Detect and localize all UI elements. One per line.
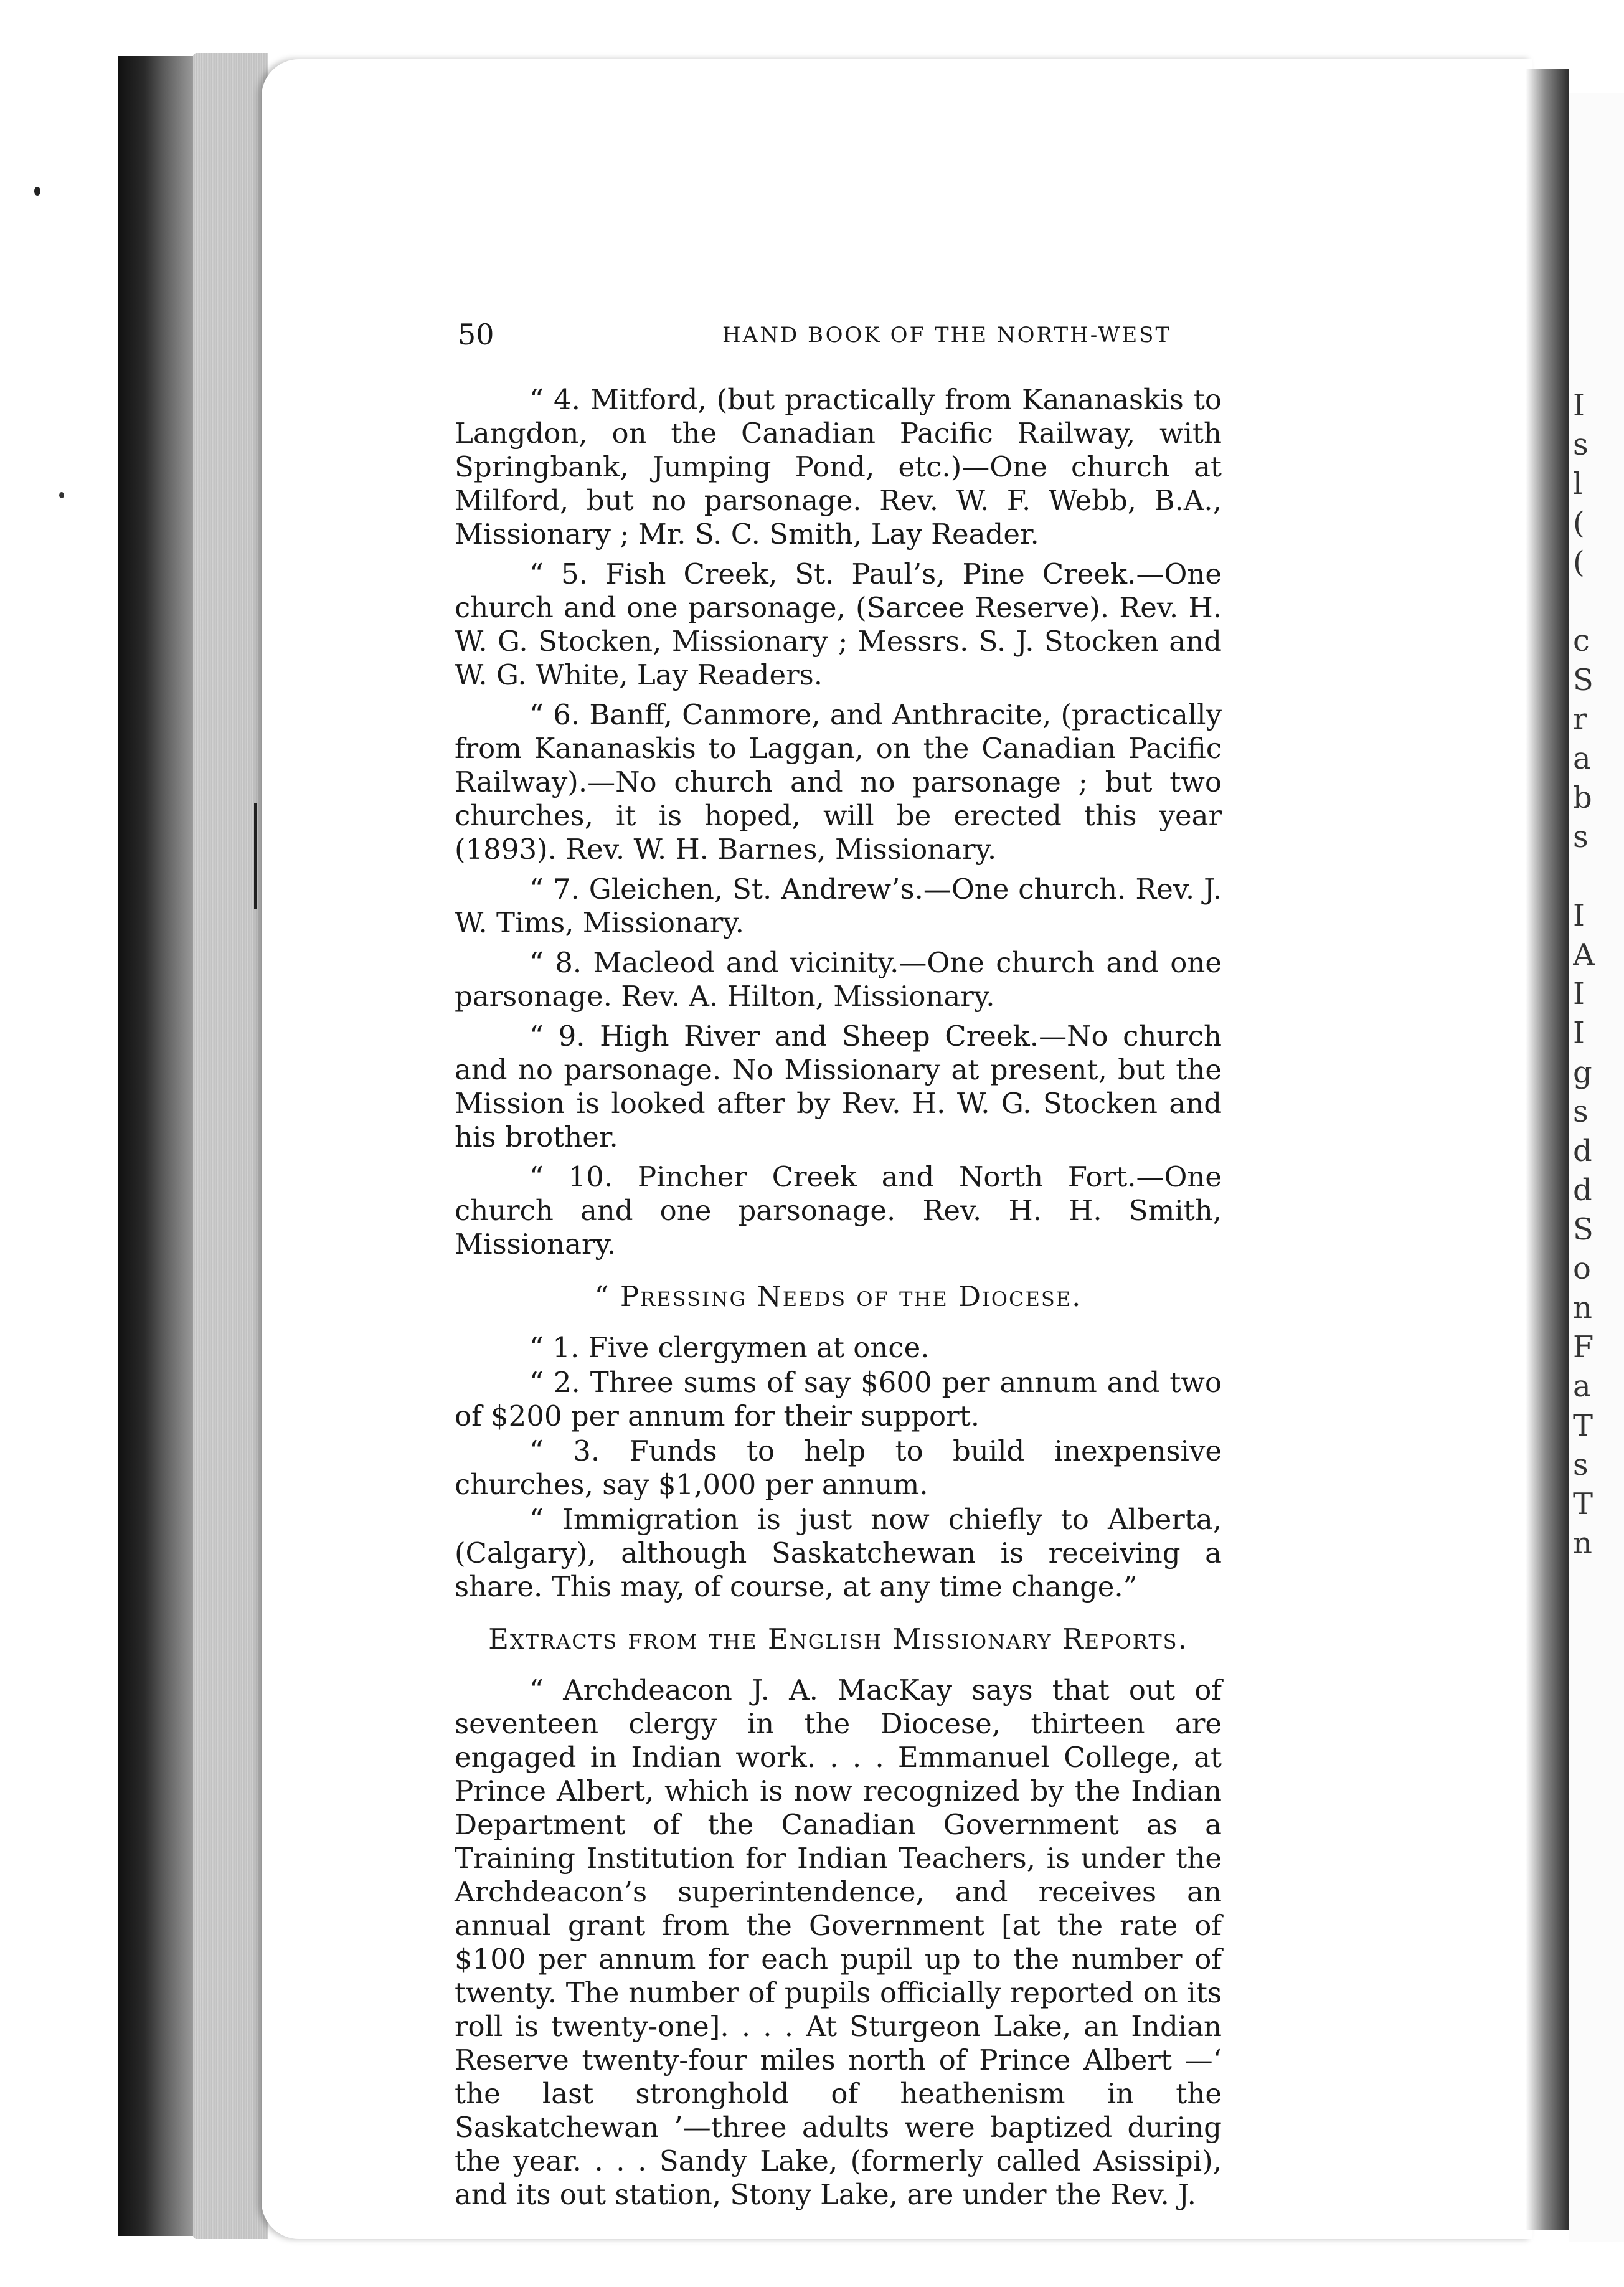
facing-page-fragment: n — [1573, 1290, 1592, 1325]
entry-8: “ 8. Macleod and vicinity.—One church and one parsonage. Rev. A. Hilton, Missionary. — [455, 946, 1222, 1013]
facing-page-fragment — [1573, 582, 1623, 622]
facing-page-fragment: d — [1573, 1134, 1592, 1168]
facing-page-fragment: ( — [1573, 545, 1585, 580]
book-binding-edge — [118, 56, 193, 2236]
page-header — [458, 318, 1220, 349]
extracts-heading: Extracts from the English Missionary Reports. — [488, 1622, 1188, 1655]
facing-page-fragment: I — [1573, 977, 1585, 1011]
facing-page-fragment: o — [1573, 1251, 1591, 1286]
facing-page-fragment: s — [1573, 1447, 1589, 1482]
margin-rule — [254, 803, 257, 909]
facing-page-fragment: g — [1573, 1055, 1592, 1090]
speck-mark — [59, 492, 64, 498]
facing-page-fragment: T — [1573, 1487, 1593, 1522]
facing-page-fragment: ( — [1573, 506, 1585, 541]
entry-10: “ 10. Pincher Creek and North Fort.—One church and one parsonage. Rev. H. H. Smith, Missionary. — [455, 1160, 1222, 1261]
facing-page-fragment: S — [1573, 663, 1593, 698]
page-body — [455, 383, 1222, 2218]
facing-page-fragment — [1573, 857, 1623, 896]
page-number: 50 — [458, 318, 494, 351]
facing-page-fragment: l — [1573, 466, 1583, 501]
need-item-3: “ 3. Funds to help to build inexpensive churches, say $1,000 per annum. — [455, 1434, 1222, 1501]
facing-page-fragment: F — [1573, 1330, 1594, 1365]
facing-page-fragment: a — [1573, 741, 1591, 776]
facing-page-fragment: I — [1573, 1016, 1585, 1051]
facing-page-fragment: s — [1573, 427, 1589, 462]
facing-page-text-fragments — [1573, 386, 1623, 1563]
facing-page-fragment: n — [1573, 1526, 1592, 1561]
need-item-2: “ 2. Three sums of say $600 per annum and two of $200 per annum for their support. — [455, 1366, 1222, 1432]
facing-page-fragment: A — [1573, 937, 1595, 972]
facing-page-fragment: S — [1573, 1212, 1593, 1247]
facing-page-fragment: c — [1573, 623, 1590, 658]
entry-7: “ 7. Gleichen, St. Andrew’s.—One church. Rev. J. W. Tims, Missionary. — [455, 873, 1222, 939]
facing-page-fragment: s — [1573, 1094, 1589, 1129]
page-stack-edge — [193, 53, 268, 2239]
pressing-needs-heading: “ Pressing Needs of the Diocese. — [594, 1280, 1082, 1313]
immigration-note: “ Immigration is just now chiefly to Alberta, (Calgary), although Saskatchewan is receiving a share. This may, of course, at any time change.” — [455, 1503, 1222, 1603]
facing-page-fragment: s — [1573, 820, 1589, 855]
facing-page-fragment: d — [1573, 1173, 1592, 1208]
need-item-1: “ 1. Five clergymen at once. — [529, 1331, 930, 1364]
entry-6: “ 6. Banff, Canmore, and Anthracite, (practically from Kananaskis to Laggan, on the Canadian Pacific Railway).—No church and no parsonage ; but two churches, it is hoped, will be erected this year (1893). Rev. W. H. Barnes, Missionary. — [455, 698, 1222, 866]
facing-page-fragment: T — [1573, 1408, 1593, 1443]
speck-mark — [34, 187, 40, 196]
running-title: HAND BOOK OF THE NORTH-WEST — [722, 323, 1172, 348]
extracts-paragraph: “ Archdeacon J. A. MacKay says that out of seventeen clergy in the Diocese, thirteen are engaged in Indian work. . . . Emmanuel College, at Prince Albert, which is now recognized by the Indian Department of the Canadian Government as a Training Institution for Indian Teachers, is under the Archdeacon’s superintendence, and receives an annual grant from the Government [at the rate of $100 per annum for each pupil up to the number of twenty. The number of pupils officially reported on its roll is twenty-one]. . . . At Sturgeon Lake, an Indian Reserve twenty-four miles north of Prince Albert —‘ the last stronghold of heathenism in the Saskatchewan ’—three adults were baptized during the year. . . . Sandy Lake, (formerly called Asissipi), and its out station, Stony Lake, are under the Rev. J. — [455, 1674, 1222, 2211]
facing-page-fragment: r — [1573, 702, 1587, 737]
entry-9: “ 9. High River and Sheep Creek.—No church and no parsonage. No Missionary at present, but the Mission is looked after by Rev. H. W. G. Stocken and his brother. — [455, 1020, 1222, 1153]
entry-5: “ 5. Fish Creek, St. Paul’s, Pine Creek.—One church and one parsonage, (Sarcee Reserve). Rev. H. W. G. Stocken, Missionary ; Messrs. S. J. Stocken and W. G. White, Lay Readers. — [455, 557, 1222, 691]
book-gutter — [1526, 69, 1569, 2230]
facing-page-fragment: I — [1573, 898, 1585, 933]
facing-page-fragment: b — [1573, 780, 1592, 815]
facing-page-edge — [1569, 93, 1624, 2242]
entry-4: “ 4. Mitford, (but practically from Kananaskis to Langdon, on the Canadian Pacific Railway, with Springbank, Jumping Pond, etc.)—One church at Milford, but no parsonage. Rev. W. F. Webb, B.A., Missionary ; Mr. S. C. Smith, Lay Reader. — [455, 383, 1222, 551]
facing-page-fragment: I — [1573, 388, 1585, 423]
facing-page-fragment: a — [1573, 1369, 1591, 1404]
